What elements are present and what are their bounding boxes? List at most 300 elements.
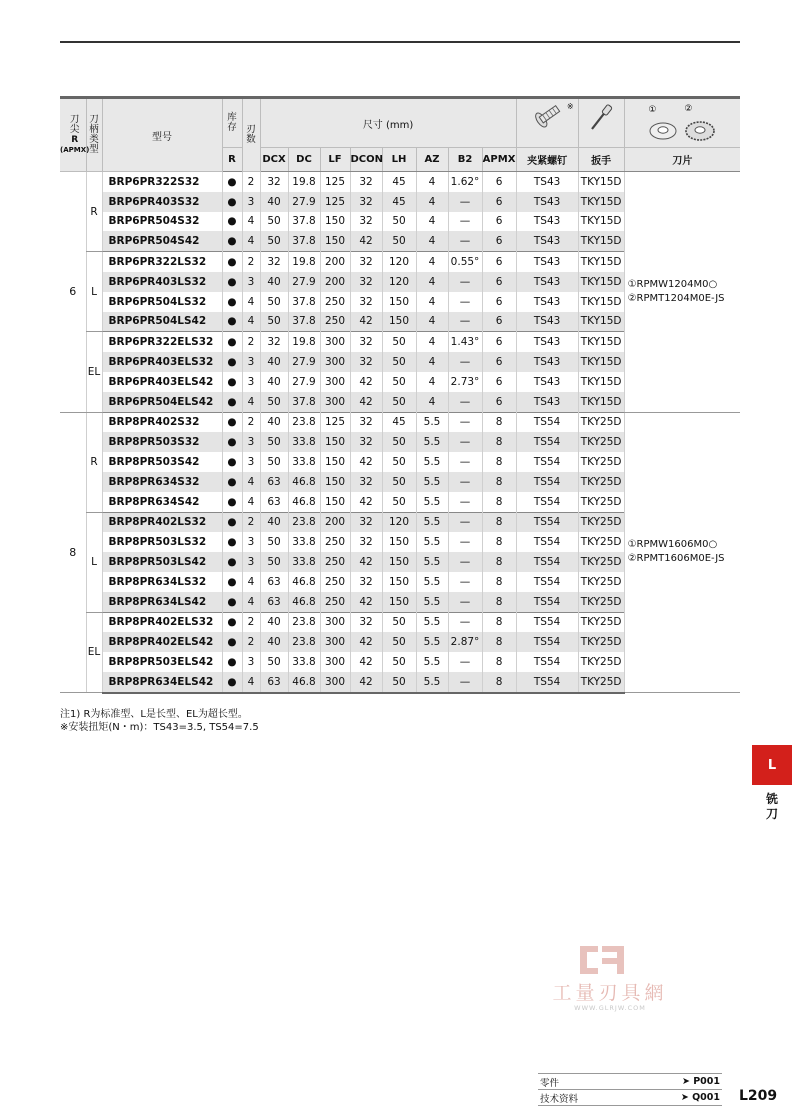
dcon-cell: 42 — [350, 372, 382, 392]
dcx-cell: 63 — [260, 472, 288, 492]
wrench-icon — [586, 103, 616, 133]
lf-cell: 300 — [320, 652, 350, 672]
wrench-cell: TKY25D — [578, 532, 624, 552]
dcx-cell: 32 — [260, 332, 288, 352]
dcx-cell: 40 — [260, 272, 288, 292]
wrench-cell: TKY15D — [578, 172, 624, 192]
dcon-cell: 42 — [350, 592, 382, 612]
stock-cell: ● — [222, 492, 242, 512]
model-cell: BRP8PR634LS42 — [102, 592, 222, 612]
dcon-cell: 42 — [350, 231, 382, 251]
shank-type-cell: L — [86, 252, 102, 332]
ref-code[interactable]: ➤ Q001 — [680, 1092, 720, 1103]
wrench-cell: TKY15D — [578, 252, 624, 272]
z-cell: 2 — [242, 512, 260, 532]
header-dimensions: 尺寸 (mm) — [260, 98, 516, 148]
wrench-cell: TKY15D — [578, 292, 624, 312]
lf-cell: 300 — [320, 332, 350, 352]
dc-cell: 33.8 — [288, 532, 320, 552]
wrench-cell: TKY15D — [578, 332, 624, 352]
apmx-cell: 6 — [482, 312, 516, 332]
insert-cell — [624, 172, 740, 413]
lh-cell: 45 — [382, 412, 416, 432]
model-cell: BRP6PR504S32 — [102, 212, 222, 232]
az-cell: 4 — [416, 231, 448, 251]
ref-label: 技术资料 — [540, 1093, 579, 1105]
apmx-cell: 6 — [482, 212, 516, 232]
lf-cell: 150 — [320, 432, 350, 452]
dcx-cell: 40 — [260, 612, 288, 632]
b2-cell: — — [448, 192, 482, 212]
screw-cell: TS43 — [516, 392, 578, 412]
wrench-cell: TKY15D — [578, 312, 624, 332]
dcx-cell: 50 — [260, 452, 288, 472]
header-b2: B2 — [448, 148, 482, 172]
z-cell: 4 — [242, 472, 260, 492]
screw-cell: TS54 — [516, 572, 578, 592]
az-cell: 5.5 — [416, 452, 448, 472]
lh-cell: 50 — [382, 632, 416, 652]
spec-table-body — [60, 172, 740, 693]
wrench-cell: TKY25D — [578, 592, 624, 612]
model-cell: BRP8PR402S32 — [102, 412, 222, 432]
model-cell: BRP6PR504S42 — [102, 231, 222, 251]
apmx-cell: 8 — [482, 532, 516, 552]
lf-cell: 150 — [320, 212, 350, 232]
screw-cell: TS43 — [516, 172, 578, 192]
az-cell: 4 — [416, 372, 448, 392]
apmx-cell: 8 — [482, 432, 516, 452]
z-cell: 4 — [242, 672, 260, 693]
wrench-cell: TKY25D — [578, 612, 624, 632]
screw-note-mark: ※ — [566, 102, 574, 111]
lh-cell: 150 — [382, 572, 416, 592]
wrench-cell: TKY25D — [578, 452, 624, 472]
dc-cell: 33.8 — [288, 452, 320, 472]
dcx-cell: 40 — [260, 372, 288, 392]
lh-cell: 50 — [382, 392, 416, 412]
stock-cell: ● — [222, 231, 242, 251]
apmx-cell: 8 — [482, 552, 516, 572]
az-cell: 5.5 — [416, 552, 448, 572]
screw-cell: TS43 — [516, 272, 578, 292]
shank-type-cell: L — [86, 512, 102, 612]
insert-code: ①RPMW1204M0○ — [627, 278, 718, 290]
dc-cell: 19.8 — [288, 172, 320, 192]
screw-cell: TS54 — [516, 532, 578, 552]
header-dcx: DCX — [260, 148, 288, 172]
ref-row[interactable] — [538, 1089, 722, 1106]
az-cell: 4 — [416, 252, 448, 272]
dc-cell: 33.8 — [288, 552, 320, 572]
round-insert-icon — [648, 119, 678, 141]
dc-cell: 33.8 — [288, 432, 320, 452]
model-cell: BRP6PR403S32 — [102, 192, 222, 212]
dcon-cell: 32 — [350, 172, 382, 192]
b2-cell: — — [448, 672, 482, 693]
stock-cell: ● — [222, 372, 242, 392]
screw-cell: TS43 — [516, 252, 578, 272]
lh-cell: 45 — [382, 192, 416, 212]
z-cell: 4 — [242, 592, 260, 612]
header-dc: DC — [288, 148, 320, 172]
b2-cell: — — [448, 612, 482, 632]
lf-cell: 150 — [320, 472, 350, 492]
stock-cell: ● — [222, 672, 242, 693]
b2-cell: — — [448, 392, 482, 412]
stock-cell: ● — [222, 332, 242, 352]
dc-cell: 23.8 — [288, 612, 320, 632]
stock-cell: ● — [222, 212, 242, 232]
insert-code: ①RPMW1606M0○ — [627, 539, 718, 551]
screw-cell: TS43 — [516, 372, 578, 392]
dcx-cell: 40 — [260, 512, 288, 532]
dcon-cell: 32 — [350, 432, 382, 452]
lh-cell: 120 — [382, 252, 416, 272]
dcon-cell: 32 — [350, 292, 382, 312]
model-cell: BRP8PR634S32 — [102, 472, 222, 492]
header-dcon: DCON — [350, 148, 382, 172]
lh-cell: 50 — [382, 672, 416, 693]
z-cell: 2 — [242, 172, 260, 192]
model-cell: BRP6PR403LS32 — [102, 272, 222, 292]
z-cell: 2 — [242, 252, 260, 272]
dcon-cell: 32 — [350, 472, 382, 492]
az-cell: 4 — [416, 332, 448, 352]
wrench-cell: TKY15D — [578, 192, 624, 212]
lh-cell: 50 — [382, 212, 416, 232]
stock-cell: ● — [222, 652, 242, 672]
model-cell: BRP6PR504LS42 — [102, 312, 222, 332]
dcon-cell: 42 — [350, 552, 382, 572]
dcx-cell: 63 — [260, 672, 288, 693]
lh-cell: 150 — [382, 532, 416, 552]
az-cell: 4 — [416, 292, 448, 312]
screw-cell: TS54 — [516, 552, 578, 572]
az-cell: 4 — [416, 312, 448, 332]
dcx-cell: 63 — [260, 492, 288, 512]
shank-type-cell: EL — [86, 332, 102, 412]
dc-cell: 27.9 — [288, 352, 320, 372]
apmx-cell: 8 — [482, 452, 516, 472]
screw-cell: TS43 — [516, 231, 578, 251]
wrench-cell: TKY15D — [578, 372, 624, 392]
header-az: AZ — [416, 148, 448, 172]
z-cell: 3 — [242, 452, 260, 472]
ref-label: 零件 — [540, 1077, 560, 1089]
lf-cell: 125 — [320, 412, 350, 432]
apmx-cell: 8 — [482, 672, 516, 693]
stock-cell: ● — [222, 472, 242, 492]
b2-cell: 2.73° — [448, 372, 482, 392]
b2-cell: — — [448, 592, 482, 612]
model-cell: BRP8PR503S32 — [102, 432, 222, 452]
model-cell: BRP6PR504LS32 — [102, 292, 222, 312]
b2-cell: — — [448, 432, 482, 452]
apmx-cell: 8 — [482, 472, 516, 492]
az-cell: 5.5 — [416, 612, 448, 632]
z-cell: 4 — [242, 212, 260, 232]
lh-cell: 150 — [382, 552, 416, 572]
screw-cell: TS54 — [516, 472, 578, 492]
lf-cell: 250 — [320, 592, 350, 612]
z-cell: 4 — [242, 231, 260, 251]
lf-cell: 250 — [320, 532, 350, 552]
az-cell: 4 — [416, 272, 448, 292]
dcon-cell: 32 — [350, 532, 382, 552]
apmx-cell: 6 — [482, 332, 516, 352]
serrated-insert-icon — [684, 118, 716, 142]
b2-cell: — — [448, 272, 482, 292]
lf-cell: 300 — [320, 352, 350, 372]
apmx-cell: 8 — [482, 412, 516, 432]
lf-cell: 200 — [320, 272, 350, 292]
z-cell: 3 — [242, 552, 260, 572]
b2-cell: — — [448, 472, 482, 492]
z-cell: 2 — [242, 632, 260, 652]
stock-cell: ● — [222, 432, 242, 452]
wrench-cell: TKY25D — [578, 672, 624, 693]
apmx-cell: 6 — [482, 352, 516, 372]
wrench-cell: TKY15D — [578, 231, 624, 251]
apmx-cell: 6 — [482, 392, 516, 412]
dc-cell: 23.8 — [288, 632, 320, 652]
model-cell: BRP8PR503ELS42 — [102, 652, 222, 672]
stock-cell: ● — [222, 352, 242, 372]
lf-cell: 250 — [320, 552, 350, 572]
lf-cell: 125 — [320, 172, 350, 192]
screw-icon — [530, 103, 564, 129]
apmx-cell: 6 — [482, 192, 516, 212]
ref-code[interactable]: ➤ P001 — [681, 1076, 720, 1087]
az-cell: 4 — [416, 172, 448, 192]
wrench-cell: TKY25D — [578, 652, 624, 672]
stock-cell: ● — [222, 572, 242, 592]
model-cell: BRP6PR322ELS32 — [102, 332, 222, 352]
dc-cell: 37.8 — [288, 231, 320, 251]
ref-row[interactable] — [538, 1073, 722, 1089]
watermark-url: WWW.GLRJW.COM — [574, 1004, 646, 1012]
dcon-cell: 42 — [350, 652, 382, 672]
screw-cell: TS54 — [516, 512, 578, 532]
wrench-cell: TKY25D — [578, 552, 624, 572]
dcx-cell: 40 — [260, 192, 288, 212]
lf-cell: 250 — [320, 292, 350, 312]
model-cell: BRP6PR322S32 — [102, 172, 222, 192]
model-cell: BRP8PR634ELS42 — [102, 672, 222, 693]
model-cell: BRP8PR503LS42 — [102, 552, 222, 572]
section-tab[interactable]: L — [752, 745, 792, 785]
dcx-cell: 32 — [260, 252, 288, 272]
header-screw: 夹紧螺钉 — [516, 148, 578, 172]
note-1: 注1) R为标准型、L是长型、EL为超长型。 — [60, 709, 248, 720]
apmx-cell: 8 — [482, 612, 516, 632]
dc-cell: 37.8 — [288, 292, 320, 312]
model-cell: BRP8PR503S42 — [102, 452, 222, 472]
lh-cell: 120 — [382, 272, 416, 292]
z-cell: 3 — [242, 652, 260, 672]
dcon-cell: 42 — [350, 312, 382, 332]
dcx-cell: 50 — [260, 292, 288, 312]
b2-cell: 1.62° — [448, 172, 482, 192]
model-cell: BRP6PR403ELS42 — [102, 372, 222, 392]
header-model: 型号 — [102, 98, 222, 172]
header-stock-r: R — [222, 148, 242, 172]
b2-cell: — — [448, 452, 482, 472]
screw-cell: TS54 — [516, 452, 578, 472]
insert-mark-1: ① — [648, 105, 657, 115]
apmx-cell: 8 — [482, 632, 516, 652]
dcx-cell: 50 — [260, 312, 288, 332]
model-cell: BRP8PR503LS32 — [102, 532, 222, 552]
model-cell: BRP6PR322LS32 — [102, 252, 222, 272]
model-cell: BRP8PR402ELS32 — [102, 612, 222, 632]
insert-cell — [624, 412, 740, 693]
apmx-cell: 8 — [482, 592, 516, 612]
apmx-cell: 8 — [482, 512, 516, 532]
dcon-cell: 42 — [350, 492, 382, 512]
dc-cell: 37.8 — [288, 212, 320, 232]
lh-cell: 50 — [382, 432, 416, 452]
apmx-cell: 6 — [482, 292, 516, 312]
z-cell: 2 — [242, 412, 260, 432]
dc-cell: 46.8 — [288, 572, 320, 592]
dcx-cell: 50 — [260, 552, 288, 572]
stock-cell: ● — [222, 412, 242, 432]
b2-cell: — — [448, 412, 482, 432]
dcx-cell: 50 — [260, 231, 288, 251]
header-wrench: 扳手 — [578, 148, 624, 172]
stock-cell: ● — [222, 632, 242, 652]
table-row — [60, 172, 740, 192]
model-cell: BRP8PR402ELS42 — [102, 632, 222, 652]
az-cell: 5.5 — [416, 652, 448, 672]
z-cell: 3 — [242, 532, 260, 552]
apmx-cell: 6 — [482, 272, 516, 292]
stock-cell: ● — [222, 452, 242, 472]
wrench-cell: TKY15D — [578, 352, 624, 372]
header-lh: LH — [382, 148, 416, 172]
z-cell: 2 — [242, 332, 260, 352]
screw-cell: TS43 — [516, 332, 578, 352]
az-cell: 5.5 — [416, 532, 448, 552]
b2-cell: — — [448, 532, 482, 552]
header-apmx: APMX — [482, 148, 516, 172]
b2-cell: 1.43° — [448, 332, 482, 352]
dcon-cell: 32 — [350, 272, 382, 292]
b2-cell: — — [448, 552, 482, 572]
lh-cell: 150 — [382, 292, 416, 312]
insert-code: ②RPMT1204M0E-JS — [627, 292, 725, 304]
dc-cell: 27.9 — [288, 272, 320, 292]
lf-cell: 150 — [320, 452, 350, 472]
b2-cell: — — [448, 212, 482, 232]
z-cell: 4 — [242, 292, 260, 312]
dcon-cell: 32 — [350, 352, 382, 372]
nose-radius-cell: 8 — [60, 412, 86, 693]
dc-cell: 46.8 — [288, 592, 320, 612]
model-cell: BRP8PR634S42 — [102, 492, 222, 512]
az-cell: 4 — [416, 352, 448, 372]
dc-cell: 23.8 — [288, 412, 320, 432]
wrench-cell: TKY25D — [578, 492, 624, 512]
az-cell: 5.5 — [416, 492, 448, 512]
screw-cell: TS54 — [516, 492, 578, 512]
dcx-cell: 50 — [260, 392, 288, 412]
lh-cell: 45 — [382, 172, 416, 192]
dcon-cell: 32 — [350, 572, 382, 592]
z-cell: 4 — [242, 572, 260, 592]
stock-cell: ● — [222, 612, 242, 632]
dcx-cell: 50 — [260, 532, 288, 552]
stock-cell: ● — [222, 272, 242, 292]
wrench-cell: TKY15D — [578, 212, 624, 232]
lf-cell: 300 — [320, 372, 350, 392]
z-cell: 4 — [242, 312, 260, 332]
header-wrench-icon-cell — [578, 98, 624, 148]
apmx-cell: 6 — [482, 172, 516, 192]
apmx-cell: 8 — [482, 572, 516, 592]
az-cell: 5.5 — [416, 432, 448, 452]
screw-cell: TS54 — [516, 672, 578, 693]
watermark-text: 工量刃具網 — [552, 982, 668, 1004]
header-lf: LF — [320, 148, 350, 172]
lf-cell: 300 — [320, 612, 350, 632]
screw-cell: TS54 — [516, 432, 578, 452]
page-number: L209 — [739, 1088, 778, 1104]
shank-type-cell: R — [86, 172, 102, 252]
dcon-cell: 42 — [350, 392, 382, 412]
lh-cell: 50 — [382, 452, 416, 472]
dc-cell: 19.8 — [288, 332, 320, 352]
b2-cell: — — [448, 312, 482, 332]
note-2: ※安装扭矩(N・m)：TS43=3.5, TS54=7.5 — [60, 722, 259, 733]
screw-cell: TS43 — [516, 312, 578, 332]
lh-cell: 50 — [382, 472, 416, 492]
screw-cell: TS43 — [516, 292, 578, 312]
dc-cell: 19.8 — [288, 252, 320, 272]
apmx-cell: 8 — [482, 492, 516, 512]
az-cell: 5.5 — [416, 592, 448, 612]
model-cell: BRP8PR634LS32 — [102, 572, 222, 592]
dcon-cell: 32 — [350, 192, 382, 212]
screw-cell: TS43 — [516, 192, 578, 212]
az-cell: 5.5 — [416, 632, 448, 652]
apmx-cell: 6 — [482, 252, 516, 272]
lh-cell: 50 — [382, 231, 416, 251]
z-cell: 4 — [242, 492, 260, 512]
stock-cell: ● — [222, 192, 242, 212]
watermark-logo-icon — [576, 944, 628, 976]
dcx-cell: 50 — [260, 432, 288, 452]
wrench-cell: TKY25D — [578, 472, 624, 492]
dcx-cell: 40 — [260, 632, 288, 652]
top-rule — [60, 41, 740, 43]
wrench-cell: TKY25D — [578, 572, 624, 592]
z-cell: 3 — [242, 192, 260, 212]
dcon-cell: 42 — [350, 672, 382, 693]
b2-cell: — — [448, 652, 482, 672]
dc-cell: 37.8 — [288, 392, 320, 412]
header-flutes: 刃 数 — [242, 98, 260, 172]
dc-cell: 46.8 — [288, 472, 320, 492]
lf-cell: 300 — [320, 392, 350, 412]
dc-cell: 27.9 — [288, 192, 320, 212]
wrench-cell: TKY25D — [578, 632, 624, 652]
b2-cell: — — [448, 292, 482, 312]
dcon-cell: 32 — [350, 252, 382, 272]
z-cell: 2 — [242, 612, 260, 632]
